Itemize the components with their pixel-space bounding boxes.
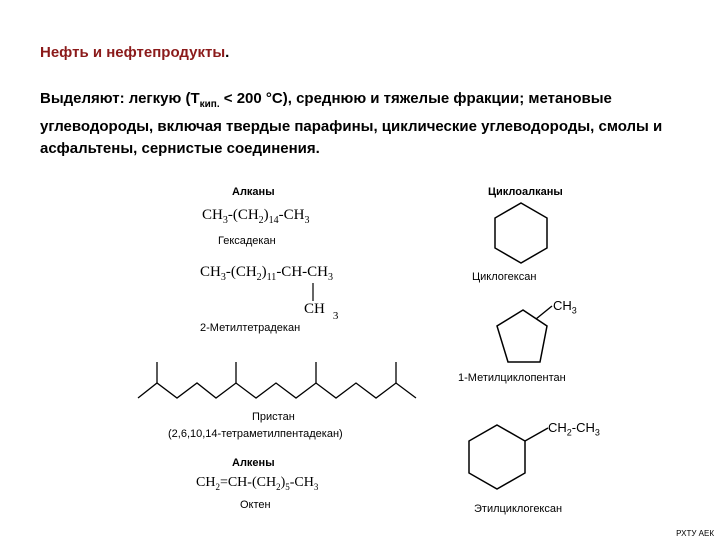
- octene-formula: $CH_2=CH-(CH_2)_5-CH_3$: [196, 475, 319, 492]
- methyltetradecane-branch: CH $_3$: [304, 301, 339, 322]
- methyltetradecane-formula: $CH_3-(CH_2)_{11}-CH-CH_3$: [200, 264, 333, 283]
- cyclohexane-name: Циклогексан: [472, 271, 537, 283]
- ethylcyclohexane-substituent: $CH_2-CH_3$: [548, 420, 600, 438]
- slide-title: Нефть и нефтепродукты.: [40, 44, 230, 61]
- methyltetradecane-name: 2-Метилтетрадекан: [200, 322, 301, 334]
- methylcyclopentane-name: 1-Метилциклопентан: [458, 372, 566, 384]
- footer-logo-text: РХТУ АЕК: [676, 529, 714, 538]
- methylcyclopentane-substituent: $CH_3$: [553, 298, 577, 316]
- cycloalkanes-header: Циклоалканы: [488, 186, 563, 198]
- octene-name: Октен: [240, 499, 271, 511]
- alkanes-header: Алканы: [232, 186, 275, 198]
- hexadecane-formula: $CH_3-(CH_2)_{14}-CH_3$: [202, 207, 310, 226]
- pristane-full-name: (2,6,10,14-тетраметилпентадекан): [168, 428, 343, 440]
- pristane-name: Пристан: [252, 411, 295, 423]
- hexadecane-name: Гексадекан: [218, 235, 276, 247]
- intro-paragraph: Выделяют: легкую ($Т_{кип.} < 200$ °С), среднюю и тяжелые фракции; метановые углеводороды, включая твердые парафины, циклические углеводороды, смолы и асфальтены, сернистые соединения.: [40, 90, 663, 157]
- ethylcyclohexane-name: Этилциклогексан: [474, 503, 563, 515]
- alkenes-header: Алкены: [232, 457, 275, 469]
